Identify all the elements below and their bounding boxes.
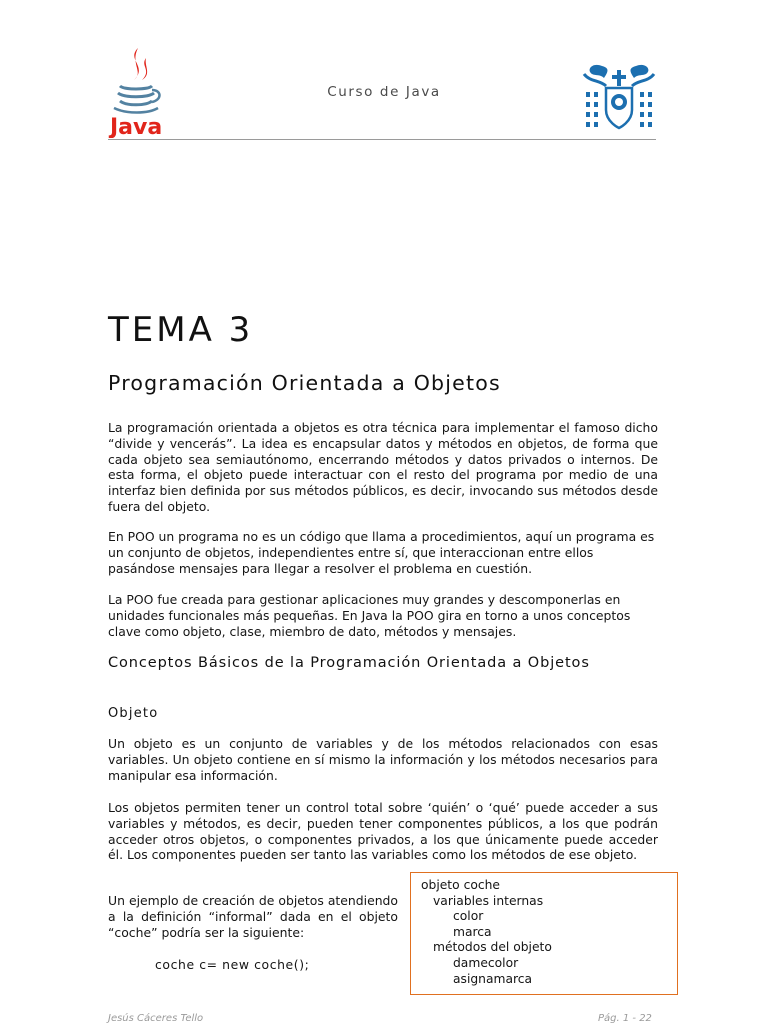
object-example-paragraph: Un ejemplo de creación de objetos atendiendo a la definición “informal” dada en el objeto “coche” podría ser la siguiente: (108, 893, 398, 940)
intro-paragraph: La programación orientada a objetos es otra técnica para implementar el famoso dicho “divide y vencerás”. La idea es encapsular datos y métodos en objetos, de forma que cada objeto sea semiautónomo, encerrando métodos y datos privados o internos. De esta forma, el objeto puede interactuar con el resto del programa por medio de una interfaz bien definida por sus métodos públicos, es decir, invocando sus métodos desde fuera del objeto. (108, 420, 658, 514)
method-item: asignamarca (453, 971, 533, 986)
subsection-heading: Objeto (108, 706, 159, 721)
java-logo-text: Java (110, 115, 163, 138)
variable-item: marca (453, 924, 492, 939)
chapter-title: TEMA 3 (108, 310, 254, 350)
variables-label: variables internas (433, 893, 544, 908)
object-definition-paragraph: Un objeto es un conjunto de variables y de los métodos relacionados con esas variables. Un objeto contiene en sí mismo la información y los métodos necesarios para manipular esa información. (108, 736, 658, 783)
object-name: objeto coche (421, 878, 500, 892)
header-divider (108, 139, 656, 140)
code-example: coche c= new coche(); (155, 957, 310, 972)
footer-author: Jesús Cáceres Tello (108, 1013, 204, 1024)
poo-origin-paragraph: La POO fue creada para gestionar aplicaciones muy grandes y descomponerlas en unidades funcionales más pequeñas. En Java la POO gira en torno a unos conceptos clave como objeto, clase, miembro de dato, métodos y mensajes. (108, 592, 631, 639)
section-heading: Conceptos Básicos de la Programación Orientada a Objetos (108, 655, 590, 671)
footer-page-number: Pág. 1 - 22 (598, 1013, 652, 1024)
methods-label: métodos del objeto (433, 940, 552, 955)
poo-program-paragraph: En POO un programa no es un código que llama a procedimientos, aquí un programa es un conjunto de objetos, independientes entre sí, que interaccionan entre ellos pasándose mensajes para llegar a resolver el problema en cuestión. (108, 529, 655, 576)
course-title: Curso de Java (327, 84, 441, 100)
object-coche-box (410, 872, 678, 995)
object-access-paragraph: Los objetos permiten tener un control total sobre ‘quién’ o ‘qué’ puede acceder a sus variables y métodos, es decir, pueden tener componentes públicos, a los que podrán acceder otros objetos, o componentes privados, a los que únicamente puede acceder él. Los componentes pueden ser tanto las variables como los métodos de ese objeto. (108, 800, 658, 863)
university-seal-icon (582, 56, 656, 134)
method-item: damecolor (453, 955, 519, 970)
main-heading: Programación Orientada a Objetos (108, 371, 501, 395)
variable-item: color (453, 909, 484, 924)
